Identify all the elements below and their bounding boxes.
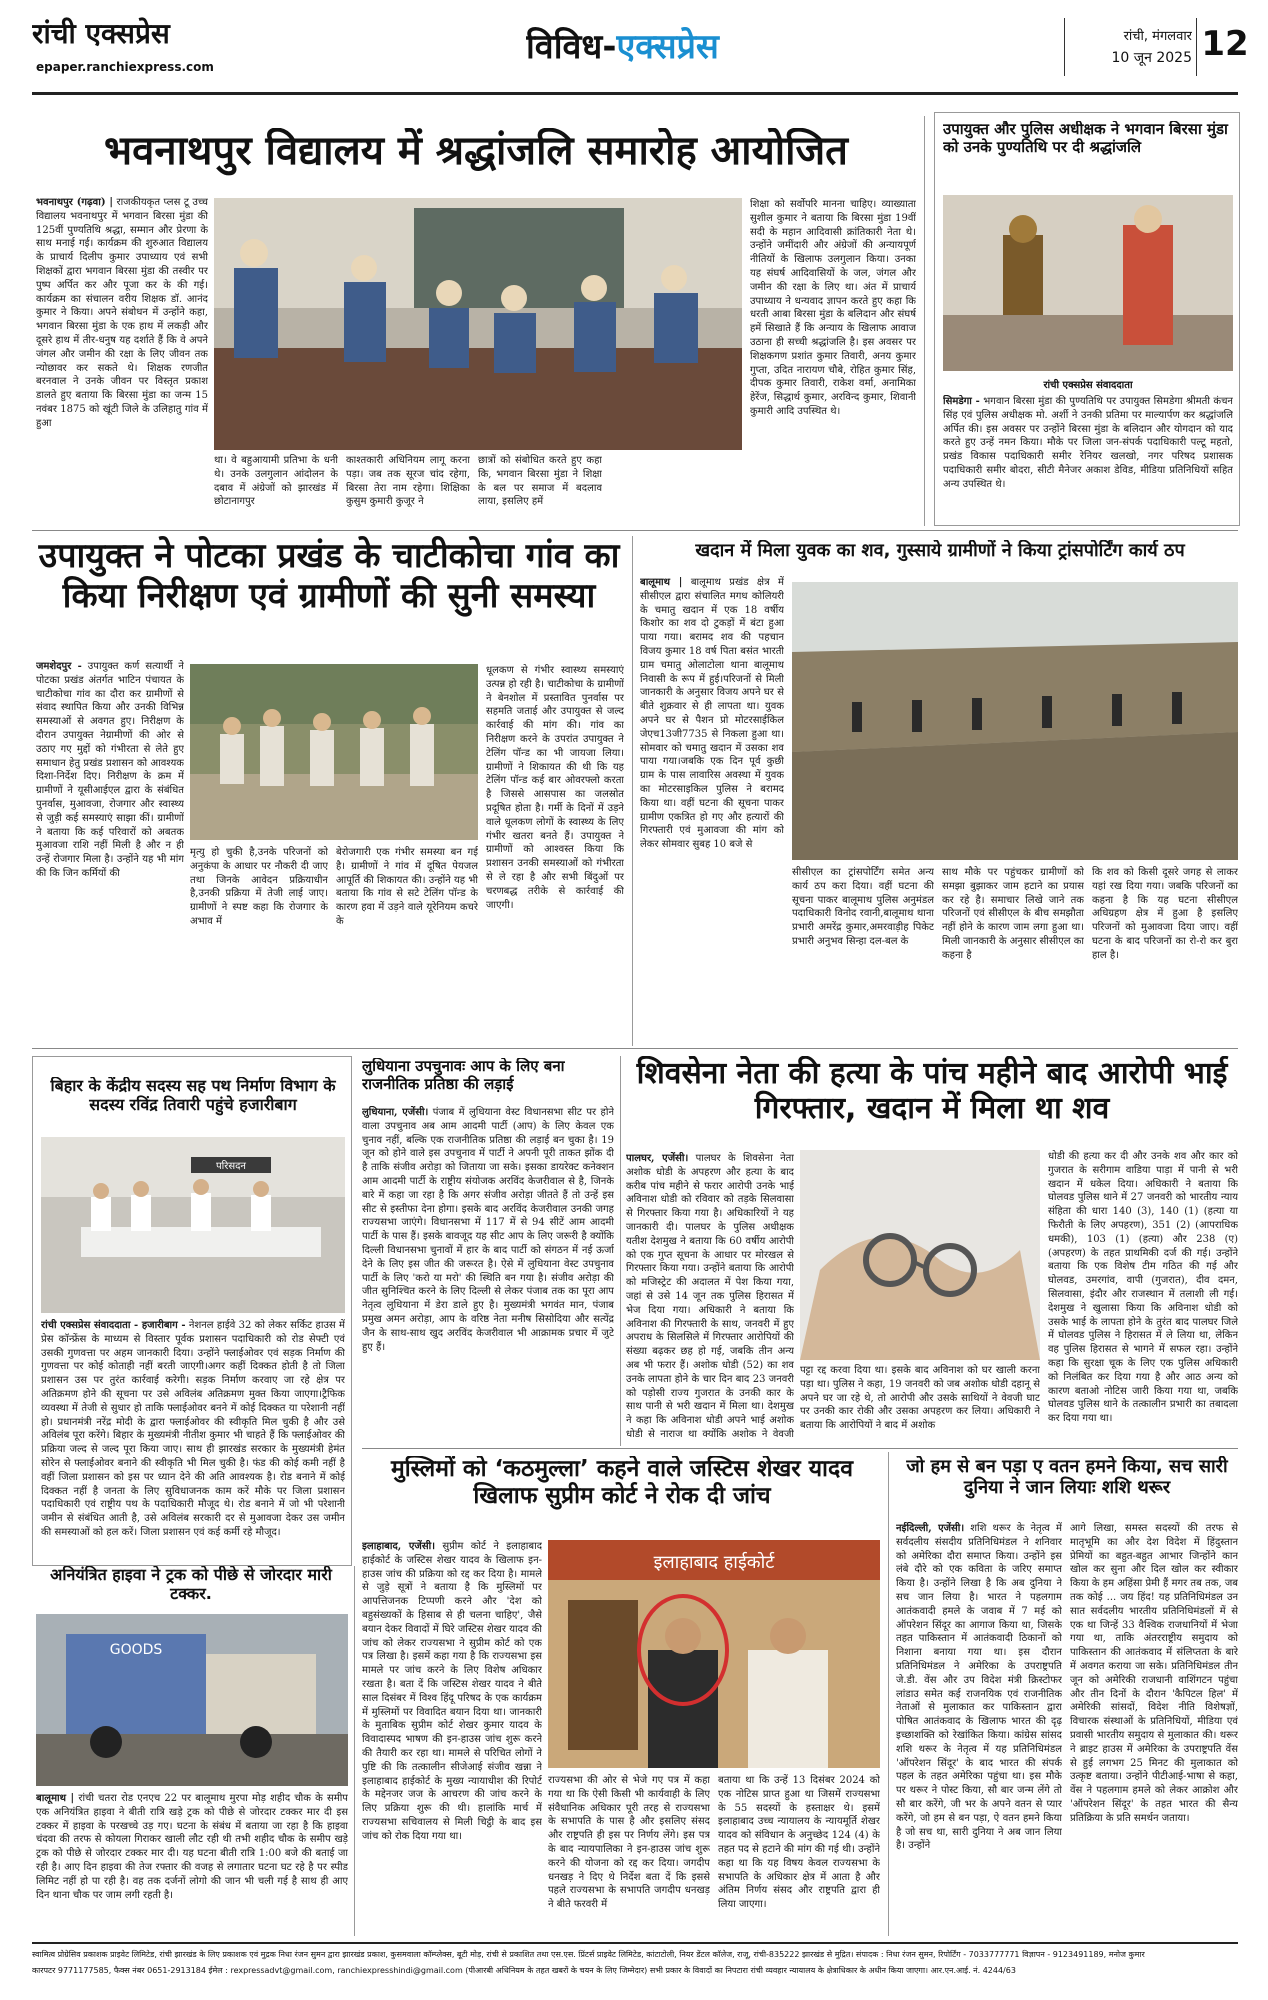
a2-photo-tribute [943, 195, 1233, 371]
masthead-divider [1064, 18, 1065, 76]
a4-col1-text: बालूमाथ प्रखंड क्षेत्र में सीसीएल द्वारा संचालित मगध कोलियरी के चमातु खदान में एक 18 वर्षीय किशोर का शव दो टुकड़ों में बंटा हुआ पाया गया। बरामद शव की पहचान विजय कुमार 18 वर्ष पिता बसंत भारती ग्राम चमातु ओलाटोला थाना बालूमाथ निवासी के रूप में हुई।परिजनों से मिली जानकारी के अनुसार विजय अपने घर से बीते शुक्रवार से ही लापता था। युवक अपने घर से पैशन प्रो मोटरसाईकिल जेएच13जी7735 से निकला हुआ था।सोमवार को चमातु खदान में उसका शव पाया गया।जबकि एक दिन पूर्व कुछी ग्राम के पास लावारिस अवस्था में युवक का मोटरसाइकिल पुलिस ने बरामद किया था। वहीं घटना की सूचना पाकर ग्रामीण एकत्रित हो गए और हत्यारों की गिरफ्तारी एवं मुआवजा की मांग को लेकर सोमवार सुबह 10 बजे से [640, 577, 784, 851]
a1-col3: काश्तकारी अधिनियम लागू करना पड़ा। जब तक सूरज चांद रहेगा, बिरसा तेरा नाम रहेगा। शिक्षिका कुसुम कुमारी कुजूर ने [346, 455, 470, 508]
a6-col-divider [354, 1566, 355, 1936]
a8-col2: पट्टा रद्द करवा दिया था। इसके बाद अविनाश को घर खाली करना पड़ा था। पुलिस ने कहा, 19 जनवरी को जब अशोक धोडी दहानू से अपने घर जा रहे थे, तो आरोपी और उसके साथियों ने वेवजी घाट पर उनकी कार रोकी और उसका अपहरण कर लिया। अधिकारी ने बताया कि आरोपियों ने बाद में अशोक [800, 1365, 1040, 1432]
city-day: रांची, मंगलवार [1123, 29, 1192, 44]
a6-truck-text: GOODS [109, 1642, 163, 1658]
section-main: एक्सप्रेस [616, 27, 719, 67]
a8-photo-handcuffs [800, 1150, 1040, 1360]
a3-photo-villagers [190, 664, 478, 840]
a4-col4: कि शव को किसी दूसरे जगह से लाकर यहां रख दिया गया। जबकि परिजनों का कहना है कि यह घटना सीसीएल अधिग्रहण क्षेत्र में हुआ है इसलिए परिजनों को मुआवजा दिया जाए। वहीं घटना के बाद परिजनों का रो-रो कर बुरा हाल है। [1092, 867, 1238, 961]
a2-dateline: सिमडेगा - [943, 396, 980, 407]
a10-col1-text: शशि थरूर के नेतृत्व में सर्वदलीय संसदीय प्रतिनिधिमंडल ने शनिवार को अमेरिका दौरा समाप्त किया। उन्होंने इस लंबे दौरे को एक कविता के जरिए समाप्त किया है। उन्होंने लिखा है कि अब दुनिया ने सच जान लिया है। भारत ने पहलगाम आतंकवादी हमले के जवाब में 7 मई को ऑपरेशन सिंदूर का आगाज किया था, जिसके तहत पाकिस्तान में आतंकवादी ठिकानों को निशाना बनाया गया था। इस दौरान प्रतिनिधिमंडल ने अमेरिका के उपराष्ट्रपति जे.डी. वेंस और उप विदेश मंत्री क्रिस्टोफर लांडाउ समेत कई राजनयिक एवं राजनीतिक नेताओं से मुलाकात कर पाकिस्तान द्वारा पोषित आतंकवाद के खिलाफ भारत की दृढ़ इच्छाशक्ति को रेखांकित किया। कांग्रेस सांसद शशि थरूर के नेतृत्व में यह प्रतिनिधिमंडल 'ऑपरेशन सिंदूर' के बाद भारत की संपर्क पहल के तहत अमेरिका पहुंचा था। इस मौके पर थरूर ने पोस्ट किया, सौ बार जन्म लेंगे तो सौ बार करेंगे, जी भर के अपने वतन से प्यार करेंगे, जो हम से बन पड़ा, ऐ वतन हमने किया है जो सच था, सारी दुनिया ने अब जान लिया है। उन्होंने [896, 1523, 1062, 1852]
a10-col1 [896, 1522, 1062, 1932]
a7-col-divider [620, 1056, 621, 1446]
a9-col-divider [888, 1452, 889, 1936]
a7-headline: लुधियाना उपचुनावः आप के लिए बना राजनीतिक प्रतिष्ठा की लड़ाई [362, 1058, 565, 1093]
a9-photo-justice [548, 1540, 880, 1768]
a7-body-text: पंजाब में लुधियाना वेस्ट विधानसभा सीट पर होने वाला उपचुनाव अब आम आदमी पार्टी (आप) के लिए केवल एक चुनाव नहीं, बल्कि एक राजनीतिक प्रतिष्ठा की लड़ाई बन चुका है। 19 जून को होने वाले इस उपचुनाव में पार्टी ने अपनी पूरी ताकत झोंक दी है ताकि संजीव अरोड़ा को जिताया जा सके। इसका डायरेक्ट कनेक्शन आम आदमी पार्टी के राष्ट्रीय संयोजक अरविंद केजरीवाल से है, जिनके बारे में कहा जा रहा है कि अगर संजीव अरोड़ा जीतते हैं तो उन्हें इस सीट से इस्तीफा देना होगा। इसके बाद अरविंद केजरीवाल उनकी जगह राज्यसभा जाएंगे। विधानसभा में 117 में से 94 सीटें आम आदमी पार्टी के पास हैं। इसके बावजूद यह सीट आप के लिए जरूरी है क्योंकि दिल्ली विधानसभा चुनावों में हार के बाद पार्टी को संगठन में नई ऊर्जा देने के लिए इस जीत की जरूरत है। ऐसे में लुधियाना वेस्ट उपचुनाव पार्टी के लिए 'करो या मरो' की स्थिति बन गया है। संजीव अरोड़ा की जीत सुनिश्चित करने के लिए दिल्ली से लेकर पंजाब तक का पूरा आप नेतृत्व लुधियाना में डेरा डाले हुए है। मुख्यमंत्री भगवंत मान, पंजाब प्रमुख अमन अरोड़ा, आप के वरिष्ठ नेता मनीष सिसोदिया और सत्येंद्र जैन के साथ-साथ खुद अरविंद केजरीवाल भी आक्रामक प्रचार में जुटे हुए हैं। [362, 1107, 614, 1353]
issue-date: 10 जून 2025 [1111, 50, 1192, 66]
a1-col2: था। वे बहुआयामी प्रतिभा के धनी थे। उनके उलगुलान आंदोलन के दबाव में अंग्रेजों को झारखंड में छोटानागपुर [214, 455, 338, 508]
a6-photo-truck [36, 1614, 348, 1786]
a4-headline: खदान में मिला युवक का शव, गुस्साये ग्रामीणों ने किया ट्रांसपोर्टिंग कार्य ठप [695, 540, 1185, 561]
a2-headline: उपायुक्त और पुलिस अधीक्षक ने भगवान बिरसा मुंडा को उनके पुण्यतिथि पर दी श्रद्धांजलि [943, 121, 1228, 156]
a6-dateline: बालूमाथ | [36, 1793, 75, 1804]
a8-col1 [626, 1152, 794, 1442]
a3-col3: बेरोजगारी एक गंभीर समस्या बन गई है। ग्रामीणों ने गांव में दूषित पेयजल आपूर्ति की शिकायत की। उन्होंने यह भी बताया कि गांव से सटे टेलिंग पॉन्ड के कारण हवा में उड़ने वाले यूरेनियम कचरे के [336, 847, 478, 927]
rule-row2 [32, 1048, 1238, 1049]
a9-photo-banner: इलाहाबाद हाईकोर्ट [653, 1552, 775, 1573]
paper-name: रांची एक्सप्रेस [32, 17, 170, 50]
a5-headline: बिहार के केंद्रीय सदस्य सह पथ निर्माण विभाग के सदस्य रविंद्र तिवारी पहुंचे हजारीबाग [50, 1077, 336, 1114]
website-url[interactable]: epaper.ranchiexpress.com [36, 60, 214, 74]
page-number-divider [1196, 18, 1197, 76]
a6-body [36, 1792, 348, 1932]
rule-row3 [362, 1448, 1238, 1449]
a2-byline: रांची एक्सप्रेस संवाददाता [1043, 380, 1133, 391]
masthead-rule [32, 92, 1238, 95]
a4-col1 [640, 576, 784, 1040]
a8-headline: शिवसेना नेता की हत्या के पांच महीने बाद आरोपी भाई गिरफ्तार, खदान में मिला था शव [636, 1056, 1228, 1127]
a3-col1 [36, 660, 184, 1040]
a8-dateline: पालघर, एजेंसी। [626, 1153, 689, 1164]
rule-row1 [32, 530, 1238, 531]
footer-rule [32, 1942, 1238, 1944]
a1-col-divider [924, 116, 925, 526]
a4-photo-mine [792, 582, 1238, 860]
a7-body [362, 1106, 614, 1442]
a7-dateline: लुधियाना, एजेंसी। [362, 1107, 429, 1118]
a4-col3: साथ मौके पर पहुंचकर ग्रामीणों को समझा बुझाकर जाम हटाने का प्रयास कर रहे है। समाचार लिखे जाने तक परिजनों एवं सीसीएल के बीच समझौता नहीं होने के कारण जाम लगा हुआ था। मिली जानकारी के अनुसार सीसीएल का कहना है [942, 867, 1084, 961]
a3-dateline: जमशेदपुर - [36, 661, 82, 672]
a1-col1-text: राजकीयकृत प्लस टू उच्च विद्यालय भवनाथपुर में भगवान बिरसा मुंडा की 125वीं पुण्यतिथि श्रद्धा, सम्मान और प्रेरणा के साथ मनाई गई। कार्यक्रम की शुरुआत विद्यालय के प्राचार्य दिलीप कुमार उपाध्याय एवं सभी शिक्षकों द्वारा भगवान बिरसा मुंडा की तस्वीर पर पुष्प अर्पित कर और पूजा कर के की गई। कार्यक्रम का संचालन वरीय शिक्षक डॉ. आनंद कुमार ने किया। अपने संबोधन में उन्होंने कहा, भगवान बिरसा मुंडा के एक हाथ में लकड़ी और दूसरे हाथ में तीर-धनुष यह दर्शाते हैं कि वे अपने जंगल और जमीन की रक्षा के लिए जीवन तक न्योछावर कर सकते थे। शिक्षक रणजीत बरनवाल ने उनके जीवन पर विस्तृत प्रकाश डालते हुए बताया कि बिरसा मुंडा का जन्म 15 नवंबर 1875 को खूंटी जिले के उलिहातु गांव में हुआ [36, 197, 208, 429]
a9-headline: मुस्लिमों को ‘कठमुल्ला’ कहने वाले जस्टिस शेखर यादव खिलाफ सुप्रीम कोर्ट ने रोक दी जांच [390, 1456, 854, 1510]
masthead [0, 0, 1268, 88]
a3-col1-text: उपायुक्त कर्ण सत्यार्थी ने पोटका प्रखंड अंतर्गत भाटिन पंचायत के चाटीकोचा गांव का दौरा कर ग्रामीणों से संवाद स्थापित किया और उनकी विभिन्न समस्याओं से अवगत हुए। निरीक्षण के दौरान उपायुक्त नेग्रामीणों की ओर से उठाए गए मुद्दों को गंभीरता से लेते हुए समाधान हेतु प्रखंड प्रशासन को आवश्यक दिशा-निर्देश दिए। निरीक्षण के क्रम में ग्रामीणों ने यूसीआईएल द्वारा के संबंधित पुनर्वास, मुआवजा, रोजगार और स्वास्थ्य से जुड़ी कई समस्याएं साझा कीं। ग्रामीणों ने बताया कि कई परिवारों को अबतक मुआवजा राशि नहीं मिली है और न ही उन्हें रोजगार मिला है। उन्होंने यह भी मांग की कि जिन कर्मियों की [36, 661, 184, 879]
a9-col1 [362, 1540, 542, 1932]
a5-box [32, 1056, 352, 1566]
a6-body-text: रांची चतरा रोड एनएच 22 पर बालूमाथ मुरपा मोड़ शहीद चौक के समीप एक अनियंत्रित हाइवा ने बीती रात्रि खड़े ट्रक को पीछे से जोरदार टक्कर मार दी इस टक्कर में हाइवा के परखच्चे उड़ गए। घटना के संबंध में बताया जा रहा है कि हाइवा चंदवा की तरफ से कोयला गिराकर खाली लौट रही थी तभी शहीद चौक के समीप खड़े ट्रक को पीछे से जोरदार टक्कर मार दी। यह घटना बीती रात्रि 1:00 बजे की बताई जा रही है। आए दिन हाइवा की तेज रफ्तार की वजह से लगातार घटना घट रहे है पर स्पीड लिमिट नहीं हो पा रही है। वह तक दर्जनों लोगो की जान भी चली गई है साथ ही आए दिन थाना चौक पर जाम लगी रहती है। [36, 1793, 348, 1901]
a5-body-text: नेशनल हाईवे 32 को लेकर सर्किट हाउस में प्रेस कॉन्फ्रेंस के माध्यम से विस्तार पूर्वक प्रशासन पदाधिकारी को रोड सेफ्टी एवं उसकी गुणवत्ता पर अहम जानकारी दिया। उन्होंने फ्लाईओवर एवं सड़क निर्माण की गुणवत्ता पर कोई कोताही नहीं बरती जाएगी।अगर कहीं दिक्कत होती है तो जिला प्रशासन उस पर तुरंत कार्रवाई करेगी। सड़क निर्माण करवाए जा रहे क्षेत्र पर अतिक्रमण होने की सूचना पर उसे अविलंब अतिक्रमण मुक्त किया जाएगा।ट्रैफिक व्यवस्था में तेजी से सुधार हो ताकि फ्लाईओवर बनने में कोई दिक्कत या परेशानी नहीं हो। प्रधानमंत्री नरेंद्र मोदी के द्वारा फ्लाईओवर की स्वीकृति मिल चुकी है और उसे अविलंब पूरा करेंगे। बिहार के मुख्यमंत्री नीतीश कुमार भी चाहते हैं कि फ्लाईओवर की प्रक्रिया जल्द से जल्द पूरा किया जाए। साथ ही झारखंड सरकार के मुख्यमंत्री हेमंत सोरेन से फ्लाईओवर बनाने की स्वीकृति भी मिल चुकी है। फंड की कोई कमी नहीं है वहीं जिला प्रशासन को इस पर ध्यान देने की अति आवश्यक है। रोड बनाने में कोई दिक्कत नहीं है जनता के लिए सुविधाजनक काम करें मौके पर जिला प्रशासन पदाधिकारी एवं राष्ट्रीय पथ के पदाधिकारी मौजूद थे। रोड बनाने में जो भी परेशानी जमीन से संबंधित आती है, उसे अविलंब सरकारी दर से मुआवजा देकर उस जमीन की समस्याओं को हल करें। जिला प्रशासन एवं कई कर्मी रहे मौजूद। [41, 1320, 345, 1538]
a6-headline: अनियंत्रित हाइवा ने ट्रक को पीछे से जोरदार मारी टक्कर. [50, 1566, 332, 1603]
a4-dateline: बालूमाथ | [640, 577, 683, 588]
a1-dateline: भवनाथपुर (गढ़वा) | [36, 197, 113, 208]
a9-col1-text: सुप्रीम कोर्ट ने इलाहाबाद हाईकोर्ट के जस्टिस शेखर यादव के खिलाफ इन-हाउस जांच की प्रक्रिया को रद्द कर दिया है। मामले से जुड़े सूत्रों ने बताया है कि मुस्लिमों पर आपत्तिजनक टिप्पणी करने और 'देश को बहुसंख्यकों के हिसाब से ही चलना चाहिए', जैसे बयान देकर विवादों में घिरे जस्टिस शेखर यादव की जांच को लेकर राज्यसभा ने सुप्रीम कोर्ट को एक पत्र लिखा है। इसमें कहा गया है कि राज्यसभा इस मामले पर जांच करने के लिए विशेष अधिकार रखता है। बता दें कि जस्टिस शेखर यादव ने बीते साल दिसंबर में विश्व हिंदू परिषद के एक कार्यक्रम में मुस्लिमों पर विवादित बयान दिया था। जानकारी के मुताबिक सुप्रीम कोर्ट शेखर कुमार यादव के विवादास्पद भाषण की इन-हाउस जांच शुरू करने की तैयारी कर रहा था। मामले से परिचित लोगों ने पुष्टि की कि तत्कालीन सीजेआई संजीव खन्ना ने इलाहाबाद हाईकोर्ट के मुख्य न्यायाधीश की रिपोर्ट के मद्देनजर जज के आचरण की जांच करने के लिए प्रक्रिया शुरू की थी। हालांकि मार्च में राज्यसभा सचिवालय से मिली चिट्ठी के बाद इस जांच को रोक दिया गया था। [362, 1541, 542, 1842]
section-prefix: विविध- [526, 27, 617, 67]
a1-col5: शिक्षा को सर्वोपरि मानना चाहिए। व्याख्याता सुशील कुमार ने बताया कि बिरसा मुंडा 19वीं सदी के महान आदिवासी क्रांतिकारी नेता थे। उन्होंने जमींदारी और अंग्रेजों की अन्यायपूर्ण नीतियों के खिलाफ उलगुलान किया। उनका यह संघर्ष आदिवासियों के जल, जंगल और जमीन की रक्षा के लिए था। अंत में प्राचार्य उपाध्याय ने धन्यवाद ज्ञापन करते हुए कहा कि धरती आबा बिरसा मुंडा के बलिदान और संघर्ष हमें सिखाते हैं कि अन्याय के खिलाफ आवाज उठाना ही सच्ची श्रद्धांजलि है। इस अवसर पर शिक्षकगण प्रशांत कुमार तिवारी, अनय कुमार गुप्ता, उदित नारायण चौबे, रोहित कुमार सिंह, दीपक कुमार तिवारी, राकेश वर्मा, अनामिका हेरेंज, सिद्धार्थ कुमार, अरविन्द कुमार, शिवानी कुमारी आदि उपस्थित थे। [750, 199, 916, 417]
footer-line2: कारपटर 9771177585, फैक्स नंबर 0651-2913184 ईमेल : rexpressadvt@gmail.com, ranchiexpresshindi@gmail.com (पीआरबी अधिनियम के तहत खबरों के चयन के लिए जिम्मेदार) सभी प्रकार के विवादों का निपटारा रांची व्यवहार न्यायालय के क्षेत्राधिकार के अधीन किया जाएगा। आर.एन.आई. नं. 4244/63 [32, 1966, 1016, 1975]
a1-col4: छात्रों को संबोधित करते हुए कहा कि, भगवान बिरसा मुंडा ने शिक्षा के बल पर समाज में बदलाव लाया, इसलिए हमें [478, 455, 602, 508]
a10-dateline: नईदिल्ली, एजेंसी। [896, 1523, 965, 1534]
a1-headline: भवनाथपुर विद्यालय में श्रद्धांजलि समारोह आयोजित [104, 128, 848, 174]
a1-col1 [36, 196, 208, 518]
a3-headline: उपायुक्त ने पोटका प्रखंड के चाटीकोचा गांव का किया निरीक्षण एवं ग्रामीणों की सुनी समस्या [38, 536, 620, 617]
a8-col1-text: पालघर के शिवसेना नेता अशोक धोडी के अपहरण और हत्या के बाद करीब पांच महीने से फरार आरोपी उनके भाई अविनाश धोडी को रविवार को तड़के सिलवासा से गिरफ्तार किया गया है। अधिकारियों ने यह जानकारी दी। पालघर के पुलिस अधीक्षक यतीश देशमुख ने बताया कि 60 वर्षीय आरोपी को एक गुप्त सूचना के आधार पर मोरखल से गिरफ्तार किया गया। उन्होंने बताया कि आरोपी को मजिस्ट्रेट की अदालत में पेश किया गया, जहां से उसे 14 जून तक पुलिस हिरासत में भेज दिया गया। अधिकारी ने बताया कि अविनाश की गिरफ्तारी के साथ, जनवरी में हुए अपराध के सिलसिले में गिरफ्तार आरोपियों की संख्या बढ़कर छह हो गई, जबकि तीन अन्य अब भी फरार हैं। अशोक धोडी (52) का शव उनके लापता होने के चार दिन बाद 23 जनवरी को पड़ोसी राज्य गुजरात के उनकी कार के साथ पानी से भरी खदान में मिला था। देशमुख ने कहा कि अविनाश धोडी अपने भाई अशोक धोडी से नाराज था क्योंकि अशोक ने वेवजी [626, 1153, 794, 1440]
a3-col4: धूलकण से गंभीर स्वास्थ्य समस्याएं उत्पन्न हो रही है। चाटीकोचा के ग्रामीणों ने बेनशोल में प्रस्तावित पुनर्वास पर सहमति जताई और उपायुक्त से जल्द कार्रवाई की मांग की। गांव का निरीक्षण करने के उपरांत उपायुक्त ने टेलिंग पॉन्ड का भी जायजा लिया। ग्रामीणों ने शिकायत की थी कि यह टेलिंग पॉन्ड कई बार ओवरफ्लो करता है जिससे आसपास का जलस्रोत प्रदूषित होता है। गर्मी के दिनों में उड़ने वाले धूलकण लोगों के स्वास्थ्य के लिए गंभीर खतरा बनते हैं। उपायुक्त ने ग्रामीणों को आश्वस्त किया कि प्रशासन उनकी समस्याओं को गंभीरता से ले रहा है और सभी बिंदुओं पर चरणबद्ध तरीके से कार्रवाई की जाएगी। [486, 665, 624, 911]
a5-photo-meeting [41, 1137, 345, 1313]
a9-col3: बताया था कि उन्हें 13 दिसंबर 2024 को एक नोटिस प्राप्त हुआ था जिसमें राज्यसभा के 55 सदस्यों के हस्ताक्षर थे। इसमें इलाहाबाद उच्च न्यायालय के न्यायमूर्ति शेखर यादव को संविधान के अनुच्छेद 124 (4) के तहत पद से हटाने की मांग की गई थी। उन्होंने कहा था कि यह विषय केवल राज्यसभा के सभापति के अधिकार क्षेत्र में आता है और अंतिम निर्णय संसद और राष्ट्रपति द्वारा ही लिया जाएगा। [718, 1775, 880, 1911]
a2-body [943, 395, 1233, 521]
a10-col2: आगे लिखा, समस्त सदस्यों की तरफ से मातृभूमि का और देश विदेश में हिंदुस्तान प्रेमियों का बहुत-बहुत आभार जिन्होंने कान खोल कर सुना और दिल खोल कर स्वीकार किया के हम अहिंसा प्रेमी हैं मगर तब तक, जब तक कोई ... जय हिंद! यह प्रतिनिधिमंडल उन सात सर्वदलीय भारतीय प्रतिनिधिमंडलों में से एक था जिन्हें 33 वैश्विक राजधानियों में भेजा गया था, ताकि अंतरराष्ट्रीय समुदाय को पाकिस्तान की आतंकवाद में संलिप्तता के बारे में अवगत कराया जा सके। प्रतिनिधिमंडल तीन जून को अमेरिकी राजधानी वाशिंगटन पहुंचा और तीन दिनों के दौरान 'कैपिटल हिल' में अमेरिकी सांसदों, विदेश नीति विशेषज्ञों, विचारक संस्थाओं के प्रतिनिधियों, मीडिया एवं प्रवासी भारतीय समुदाय से मुलाकात की। थरूर ने ब्राइट हाउस में अमेरिका के उपराष्ट्रपति वेंस से हुई लगभग 25 मिनट की मुलाकात को उत्कृष्ट बताया। उन्होंने पीटीआई-भाषा से कहा, वेंस ने पहलगाम हमले को लेकर आक्रोश और 'ऑपरेशन सिंदूर' के तहत भारत की सैन्य प्रतिक्रिया के प्रति समर्थन जताया। [1070, 1523, 1238, 1824]
a2-body-text: भगवान बिरसा मुंडा की पुण्यतिथि पर उपायुक्त सिमडेगा श्रीमती कंचन सिंह एवं पुलिस अधीक्षक मो. अर्शी ने उनकी प्रतिमा पर माल्यार्पण कर श्रद्धांजलि अर्पित की। इस अवसर पर उन्होंने बिरसा मुंडा के बलिदान और योगदान को याद करते हुए उन्हें नमन किया। मौके पर जिला जन-संपर्क पदाधिकारी पल्टू महतो, प्रखंड विकास पदाधिकारी समीर रेनियर खलखो, नगर परिषद प्रशासक पदाधिकारी समीर बोदरा, सीटी मैनेजर अकाश डेविड, मीडिया प्रतिनिधियों सहित अन्य उपस्थित थे। [943, 396, 1233, 490]
a9-col2: राज्यसभा की ओर से भेजे गए पत्र में कहा गया था कि ऐसी किसी भी कार्यवाही के लिए संवैधानिक अधिकार पूरी तरह से राज्यसभा के सभापति के पास है और इसलिए संसद और राष्ट्रपति ही इस पर निर्णय लेंगे। इस पत्र के बाद न्यायपालिका ने इन-हाउस जांच शुरू करने की योजना को रद्द कर दिया। जगदीप धनखड़ ने दिए थे निर्देश बता दें कि इससे पहले राज्यसभा के सभापति जगदीप धनखड़ ने बीते फरवरी में [548, 1775, 710, 1911]
a9-dateline: इलाहाबाद, एजेंसी। [362, 1541, 435, 1552]
page-number: 12 [1201, 24, 1249, 64]
a3-col2: मृत्यु हो चुकी है,उनके परिजनों को अनुकंपा के आधार पर नौकरी दी जाए तथा जिनके आवेदन प्रक्रियाधीन है,उनकी प्रक्रिया में तेजी लाई जाए। ग्रामीणों ने स्पष्ट कहा कि रोजगार के अभाव में [190, 847, 328, 927]
a2-box [934, 112, 1240, 526]
footer-line1: स्वामित्व प्रोग्रेसिव प्रकाशक प्राइवेट लिमिटेड, रांची झारखंड के लिए प्रकाशक एवं मुद्रक निधा रंजन सुमन द्वारा झारखंड प्रकाश, कुसमवाला कॉम्प्लेक्स, बूटी मोड़, रांची से प्रकाशित तथा एस.एस. प्रिंटर्स प्राइवेट लिमिटेड, कांटाटोली, नियर डेंटल कॉलेज, राजू, रांची-835222 झारखंड से मुद्रित। संपादक : निधा रंजन सुमन, रिपोर्टिंग - 7033777771 विज्ञापन - 9123491189, मनोज कुमार [32, 1950, 1145, 1959]
section-title [526, 22, 816, 72]
a10-headline: जो हम से बन पड़ा ए वतन हमने किया, सच सारी दुनिया ने जान लियाः शशि थरूर [906, 1456, 1228, 1499]
a8-col3: धोडी की हत्या कर दी और उनके शव और कार को गुजरात के सरीगाम वाडिया पाड़ा में पानी से भरी खदान में धकेल दिया। अधिकारी ने बताया कि घोलवड पुलिस थाने में 27 जनवरी को भारतीय न्याय संहिता की धारा 140 (3), 140 (1) (हत्या या फिरौती के लिए अपहरण), 351 (2) (आपराधिक धमकी), 103 (1) (हत्या) और 238 (ए) (अपहरण) के तहत प्राथमिकी दर्ज की गई। उन्होंने बताया कि एक विशेष टीम गठित की गई और घोलवड, उमरगांव, वापी (गुजरात), दीव दमन, सिलवासा, इंदौर और राजस्थान में तलाशी ली गई। देशमुख ने खुलासा किया कि अविनाश धोडी को उसके भाई के लापता होने के तुरंत बाद पालघर जिले में घोलवड पुलिस ने हिरासत में ले लिया था, लेकिन वह पुलिस हिरासत से भागने में सफल रहा। उन्होंने कहा कि सुरक्षा चूक के लिए एक पुलिस अधिकारी को निलंबित कर दिया गया है और आठ अन्य को कारण बताओ नोटिस जारी किया गया था, जबकि घोलवड पुलिस थाने के तत्कालीन प्रभारी का तबादला कर दिया गया था। [1048, 1151, 1238, 1425]
a3-col-divider [632, 536, 633, 1046]
a5-photo-sign: परिसदन [216, 1161, 246, 1172]
a5-byline: रांची एक्सप्रेस संवाददाता - हजारीबाग - [41, 1320, 186, 1331]
a5-body [41, 1319, 345, 1563]
a4-col2: सीसीएल का ट्रांसपोर्टिंग समेत अन्य कार्य ठप करा दिया। वहीं घटना की सूचना पाकर बालूमाथ पुलिस अनुमंडल पदाधिकारी विनोद रवानी,बालूमाथ थाना प्रभारी अमरेंद्र कुमार,अमरवाड़ीह पिकेट प्रभारी अनुभव सिन्हा दल-बल के [792, 867, 934, 947]
